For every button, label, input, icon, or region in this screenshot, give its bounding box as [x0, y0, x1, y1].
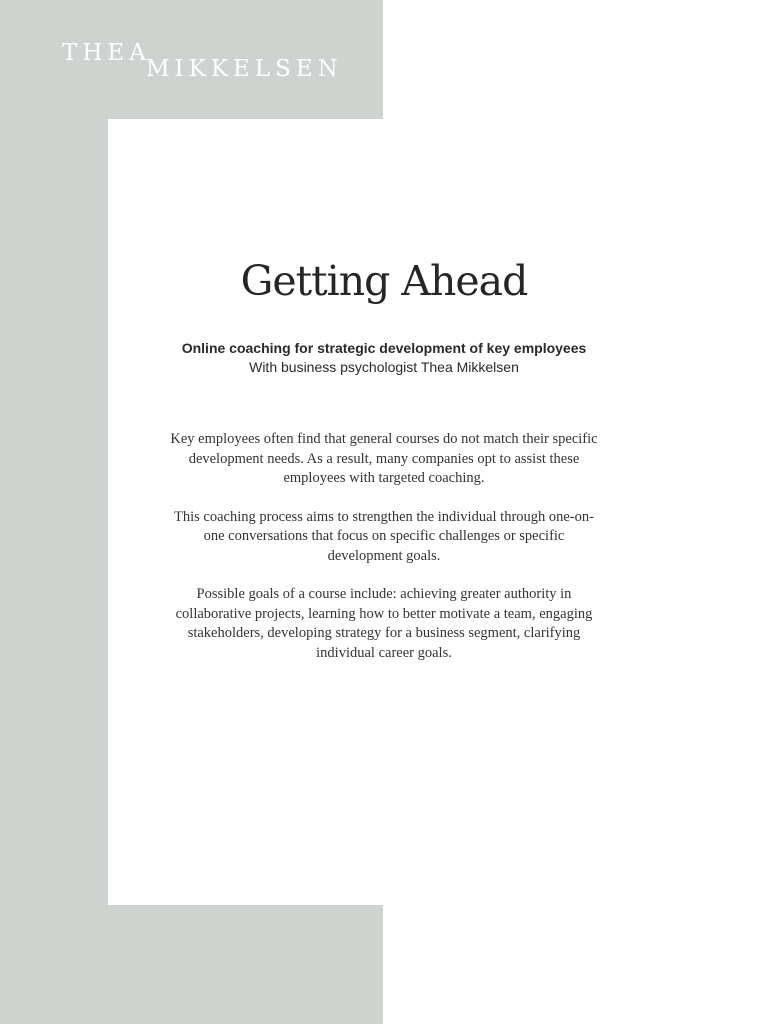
- body-paragraph: Key employees often find that general courses do not match their specific development needs. As a result, many companies opt to assist these employees with targeted coaching.: [170, 431, 598, 486]
- brand-last-name: MIKKELSEN: [146, 56, 343, 82]
- brand-first-name: THEA: [62, 40, 151, 66]
- body-text: [170, 430, 598, 682]
- body-paragraph: This coaching process aims to strengthen the individual through one-on-one conversations that focus on specific challenges or specific development goals.: [173, 508, 594, 564]
- document-title: Getting Ahead: [240, 257, 528, 305]
- document-subtitle: Online coaching for strategic development of key employees: [181, 340, 587, 356]
- document-byline: With business psychologist Thea Mikkelsen: [249, 359, 519, 375]
- body-paragraph: Possible goals of a course include: achieving greater authority in collaborative projects, learning how to better motivate a team, engaging stakeholders, developing strategy for a business segment, clarifying individual career goals.: [175, 586, 593, 661]
